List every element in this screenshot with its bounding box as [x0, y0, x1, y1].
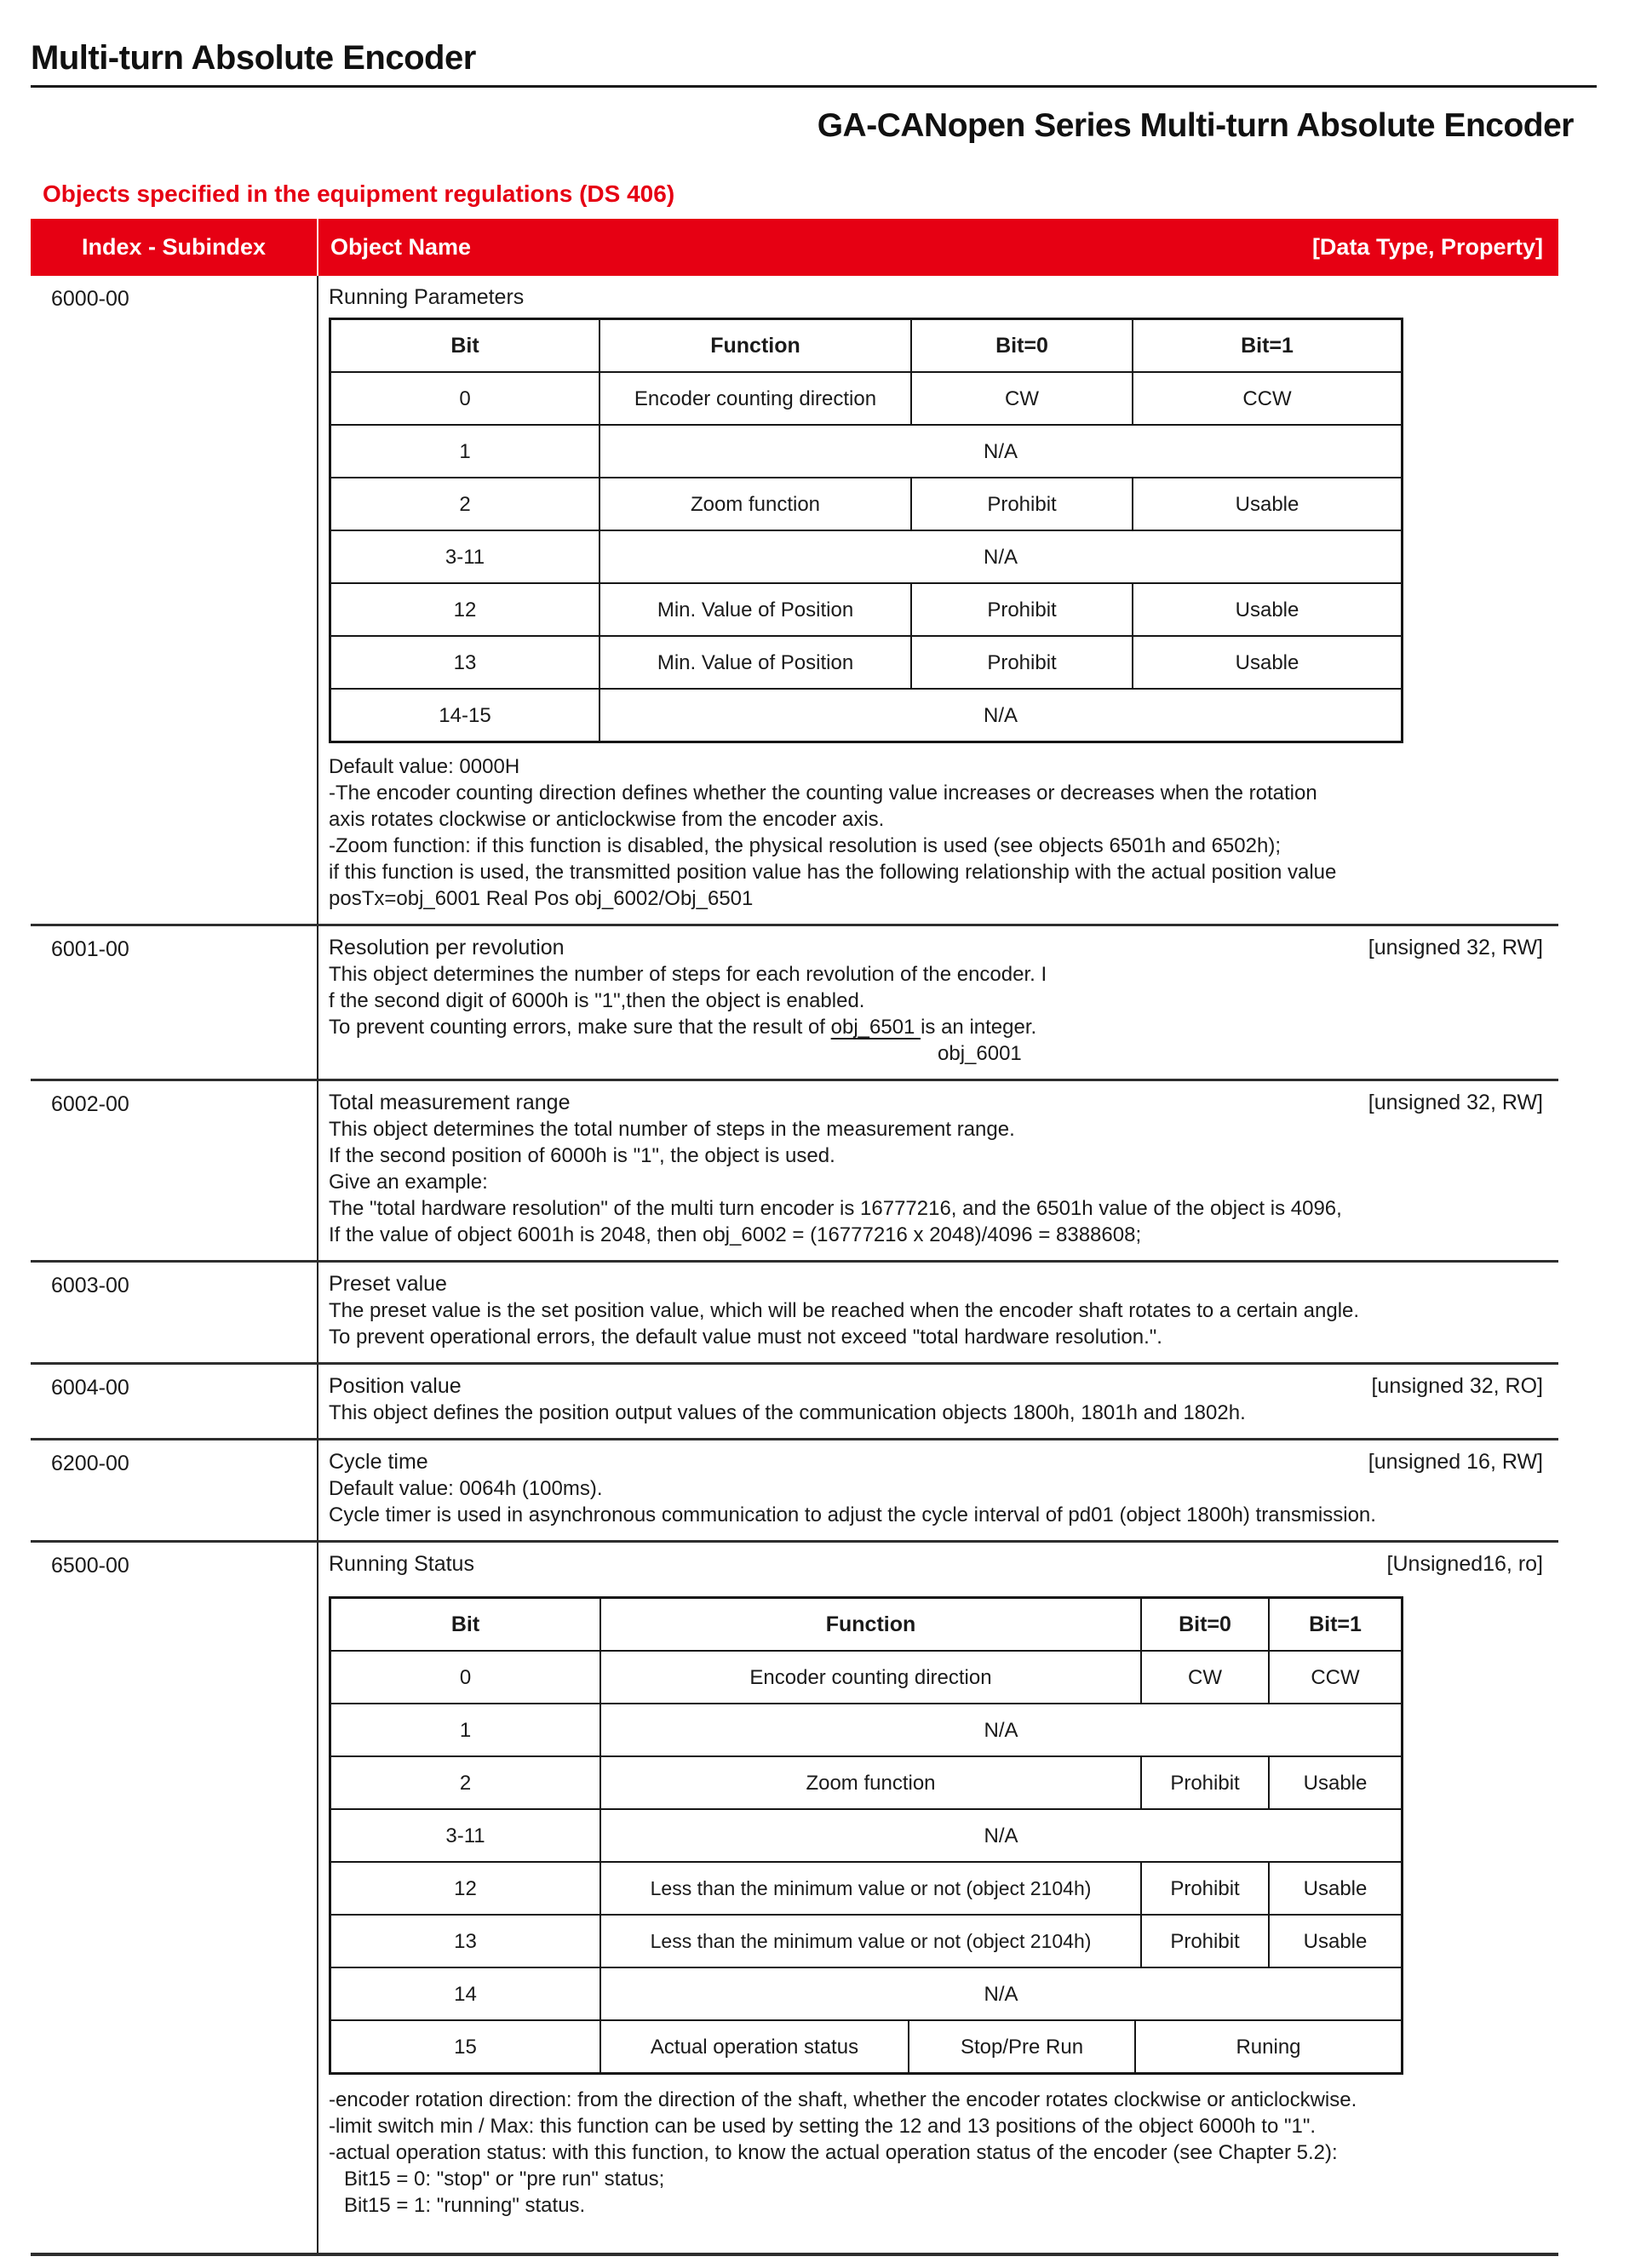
- index-label-6000: 6000-00: [31, 276, 318, 924]
- frac-numerator: obj_6501: [830, 1016, 921, 1039]
- bit-row-1: [331, 1703, 1401, 1755]
- bit-cell: 2: [459, 1771, 472, 1795]
- bit-row-3-11: [331, 1808, 1401, 1861]
- bit-row-1: [331, 424, 1401, 477]
- bit1-cell: CCW: [1132, 373, 1401, 424]
- note-line: Bit15 = 1: "running" status.: [344, 2194, 586, 2217]
- desc-line: f the second digit of 6000h is "1",then the object is enabled.: [329, 989, 865, 1012]
- object-name-row-6500: [329, 1551, 1543, 1578]
- object-row-6000: [31, 276, 1558, 924]
- object-dictionary-table: [31, 219, 1558, 2256]
- note-line: -The encoder counting direction defines whether the counting value increases or decreases when the rotation: [329, 782, 1317, 805]
- function-cell: Less than the minimum value or not (object 2104h): [600, 1863, 1140, 1914]
- note-line: Bit15 = 0: "stop" or "pre run" status;: [344, 2168, 665, 2191]
- bit0-cell: Prohibit: [1140, 1863, 1268, 1914]
- bit-row-0: [331, 371, 1401, 424]
- col-header-bit1: Bit=1: [1268, 1599, 1401, 1650]
- col-header-bit0: Bit=0: [910, 320, 1132, 371]
- bit-table-header-row: [331, 1599, 1401, 1650]
- desc-line: Give an example:: [329, 1171, 488, 1194]
- datatype-6004: [unsigned 32, RO]: [1371, 1374, 1543, 1398]
- object-name-row-6000: [329, 284, 1543, 311]
- na-cell: N/A: [599, 531, 1401, 582]
- na-cell: N/A: [600, 1704, 1401, 1755]
- notes-6000: [329, 753, 1543, 912]
- page-title: Multi-turn Absolute Encoder: [31, 37, 1597, 88]
- object-row-6003: [31, 1260, 1558, 1362]
- desc-line: The preset value is the set position value, which will be reached when the encoder shaft rotates to a certain angle.: [329, 1299, 1360, 1322]
- desc-line: Cycle timer is used in asynchronous communication to adjust the cycle interval of pd01 (object 1800h) transmission.: [329, 1503, 1376, 1526]
- col-header-bit1: Bit=1: [1132, 320, 1401, 371]
- bit1-cell: Usable: [1132, 637, 1401, 688]
- object-name-6003: Preset value: [329, 1272, 447, 1296]
- note-line: Default value: 0000H: [329, 755, 520, 778]
- bit-row-12: [331, 1861, 1401, 1914]
- na-cell: N/A: [599, 690, 1401, 741]
- bit1-cell: Usable: [1132, 584, 1401, 635]
- desc-line: This object determines the number of steps for each revolution of the encoder. I: [329, 963, 1047, 986]
- col-header-bit: Bit: [450, 333, 479, 358]
- function-cell: Zoom function: [599, 478, 910, 530]
- desc-line-fraction: [329, 1014, 1543, 1040]
- desc-line: Default value: 0064h (100ms).: [329, 1477, 603, 1500]
- bit-cell: 14-15: [439, 703, 491, 727]
- function-cell: Encoder counting direction: [600, 1652, 1140, 1703]
- bit-cell: 13: [453, 650, 477, 674]
- note-line: -Zoom function: if this function is disabled, the physical resolution is used (see objects 6501h and 6502h);: [329, 834, 1281, 857]
- desc-line: This object defines the position output values of the communication objects 1800h, 1801h and 1802h.: [329, 1401, 1246, 1424]
- na-cell: N/A: [599, 426, 1401, 477]
- bit-row-12: [331, 582, 1401, 635]
- bit0-cell: CW: [1140, 1652, 1268, 1703]
- desc-line: To prevent operational errors, the default value must not exceed "total hardware resolution.".: [329, 1326, 1162, 1349]
- function-cell: Zoom function: [600, 1757, 1140, 1808]
- index-label-6200: 6200-00: [31, 1440, 318, 1540]
- object-row-6200: [31, 1438, 1558, 1540]
- index-label-6004: 6004-00: [31, 1365, 318, 1438]
- bit-cell: 2: [459, 492, 471, 516]
- bit0-cell: Prohibit: [910, 478, 1132, 530]
- object-row-6002: [31, 1079, 1558, 1260]
- header-right-group: [318, 219, 1558, 276]
- note-line: axis rotates clockwise or anticlockwise from the encoder axis.: [329, 808, 885, 831]
- na-cell: N/A: [600, 1810, 1401, 1861]
- function-cell: Min. Value of Position: [599, 637, 910, 688]
- bit1-cell: Runing: [1134, 2021, 1401, 2072]
- bit-table-6500: [329, 1596, 1403, 2075]
- notes-6500: [329, 2087, 1543, 2219]
- header-object-name: Object Name: [330, 234, 472, 260]
- bit-cell: 12: [453, 598, 477, 621]
- bit1-cell: Usable: [1268, 1863, 1401, 1914]
- bit-row-2: [331, 477, 1401, 530]
- note-line: if this function is used, the transmitted position value has the following relationship with the actual position value: [329, 861, 1337, 884]
- page-content: [31, 0, 1574, 2256]
- datatype-6500: [Unsigned16, ro]: [1386, 1552, 1543, 1576]
- object-detail-6001: [318, 926, 1558, 1079]
- datatype-6001: [unsigned 32, RW]: [1368, 936, 1543, 959]
- object-detail-6003: [318, 1263, 1558, 1362]
- desc-line: If the second position of 6000h is "1", the object is used.: [329, 1144, 835, 1167]
- col-header-function: Function: [600, 1599, 1140, 1650]
- bit-row-0: [331, 1650, 1401, 1703]
- bit0-cell: Prohibit: [1140, 1916, 1268, 1967]
- bit-cell: 3-11: [445, 1824, 485, 1847]
- bit-cell: 0: [459, 1665, 472, 1689]
- header-index-subindex: Index - Subindex: [31, 219, 318, 276]
- object-name-row-6001: [329, 935, 1543, 961]
- object-row-6001: [31, 924, 1558, 1079]
- object-name-6000: Running Parameters: [329, 285, 525, 309]
- object-detail-6004: [318, 1365, 1558, 1438]
- col-header-bit0: Bit=0: [1140, 1599, 1268, 1650]
- object-name-6500: Running Status: [329, 1552, 474, 1576]
- note-line: -limit switch min / Max: this function can be used by setting the 12 and 13 positions of the object 6000h to "1".: [329, 2115, 1317, 2138]
- col-header-bit: Bit: [450, 1612, 480, 1636]
- section-heading: Objects specified in the equipment regulations (DS 406): [43, 180, 675, 207]
- object-detail-6000: [318, 276, 1558, 924]
- bit1-cell: Usable: [1268, 1916, 1401, 1967]
- bit-cell: 3-11: [445, 545, 485, 569]
- bit0-cell: Prohibit: [1140, 1757, 1268, 1808]
- object-name-row-6003: [329, 1271, 1543, 1297]
- object-name-row-6004: [329, 1373, 1543, 1400]
- object-detail-6500: [318, 1543, 1558, 2253]
- desc-line: If the value of object 6001h is 2048, then obj_6002 = (16777216 x 2048)/4096 = 8388608;: [329, 1223, 1142, 1246]
- object-name-6200: Cycle time: [329, 1450, 428, 1474]
- bit1-cell: CCW: [1268, 1652, 1401, 1703]
- object-name-6004: Position value: [329, 1374, 462, 1398]
- object-name-row-6002: [329, 1090, 1543, 1116]
- function-cell: Less than the minimum value or not (object 2104h): [600, 1916, 1140, 1967]
- index-label-6001: 6001-00: [31, 926, 318, 1079]
- bit-table-header-row: [331, 320, 1401, 371]
- na-cell: N/A: [600, 1968, 1401, 2019]
- bit-cell: 13: [454, 1929, 477, 1953]
- function-cell: Actual operation status: [600, 2021, 908, 2072]
- bit-cell: 14: [454, 1982, 477, 2006]
- product-title: GA-CANopen Series Multi-turn Absolute Encoder: [817, 107, 1574, 144]
- object-table-header-row: [31, 219, 1558, 276]
- bit-row-13: [331, 635, 1401, 688]
- bit-table-6000: [329, 318, 1403, 743]
- object-name-row-6200: [329, 1449, 1543, 1475]
- bit-row-3-11: [331, 530, 1401, 582]
- note-line: -encoder rotation direction: from the direction of the shaft, whether the encoder rotates clockwise or anticlockwise.: [329, 2088, 1357, 2111]
- bit-cell: 0: [459, 387, 471, 410]
- bit0-cell: Prohibit: [910, 584, 1132, 635]
- index-label-6500: 6500-00: [31, 1543, 318, 2253]
- function-cell: Encoder counting direction: [599, 373, 910, 424]
- bit-row-14: [331, 1967, 1401, 2019]
- bit-row-2: [331, 1755, 1401, 1808]
- bit-row-13: [331, 1914, 1401, 1967]
- bit1-cell: Usable: [1132, 478, 1401, 530]
- object-row-6004: [31, 1362, 1558, 1438]
- index-label-6002: 6002-00: [31, 1081, 318, 1260]
- desc-line: This object determines the total number of steps in the measurement range.: [329, 1118, 1015, 1141]
- object-detail-6002: [318, 1081, 1558, 1260]
- header-datatype-property: [Data Type, Property]: [1311, 234, 1543, 260]
- object-row-6500: [31, 1540, 1558, 2253]
- bit-cell: 15: [454, 2035, 477, 2059]
- object-name-6001: Resolution per revolution: [329, 936, 565, 959]
- bit0-cell: Stop/Pre Run: [908, 2021, 1134, 2072]
- bit-cell: 1: [459, 1718, 472, 1742]
- col-header-function: Function: [599, 320, 910, 371]
- index-label-6003: 6003-00: [31, 1263, 318, 1362]
- bit-row-14-15: [331, 688, 1401, 741]
- bit-row-15: [331, 2019, 1401, 2072]
- function-cell: Min. Value of Position: [599, 584, 910, 635]
- bit-cell: 12: [454, 1876, 477, 1900]
- datatype-6002: [unsigned 32, RW]: [1368, 1091, 1543, 1114]
- bit1-cell: Usable: [1268, 1757, 1401, 1808]
- object-name-6002: Total measurement range: [329, 1091, 571, 1114]
- bit-cell: 1: [459, 439, 471, 463]
- frac-post-text: is an integer.: [921, 1016, 1037, 1039]
- note-line: posTx=obj_6001 Real Pos obj_6002/Obj_6501: [329, 887, 754, 910]
- desc-line: The "total hardware resolution" of the multi turn encoder is 16777216, and the 6501h value of the object is 4096,: [329, 1197, 1342, 1220]
- bit0-cell: Prohibit: [910, 637, 1132, 688]
- datatype-6200: [unsigned 16, RW]: [1368, 1450, 1543, 1474]
- bit0-cell: CW: [910, 373, 1132, 424]
- object-detail-6200: [318, 1440, 1558, 1540]
- frac-denominator: obj_6001: [938, 1042, 1022, 1065]
- note-line: -actual operation status: with this function, to know the actual operation status of the encoder (see Chapter 5.2):: [329, 2141, 1338, 2164]
- frac-pre-text: To prevent counting errors, make sure that the result of: [329, 1016, 831, 1039]
